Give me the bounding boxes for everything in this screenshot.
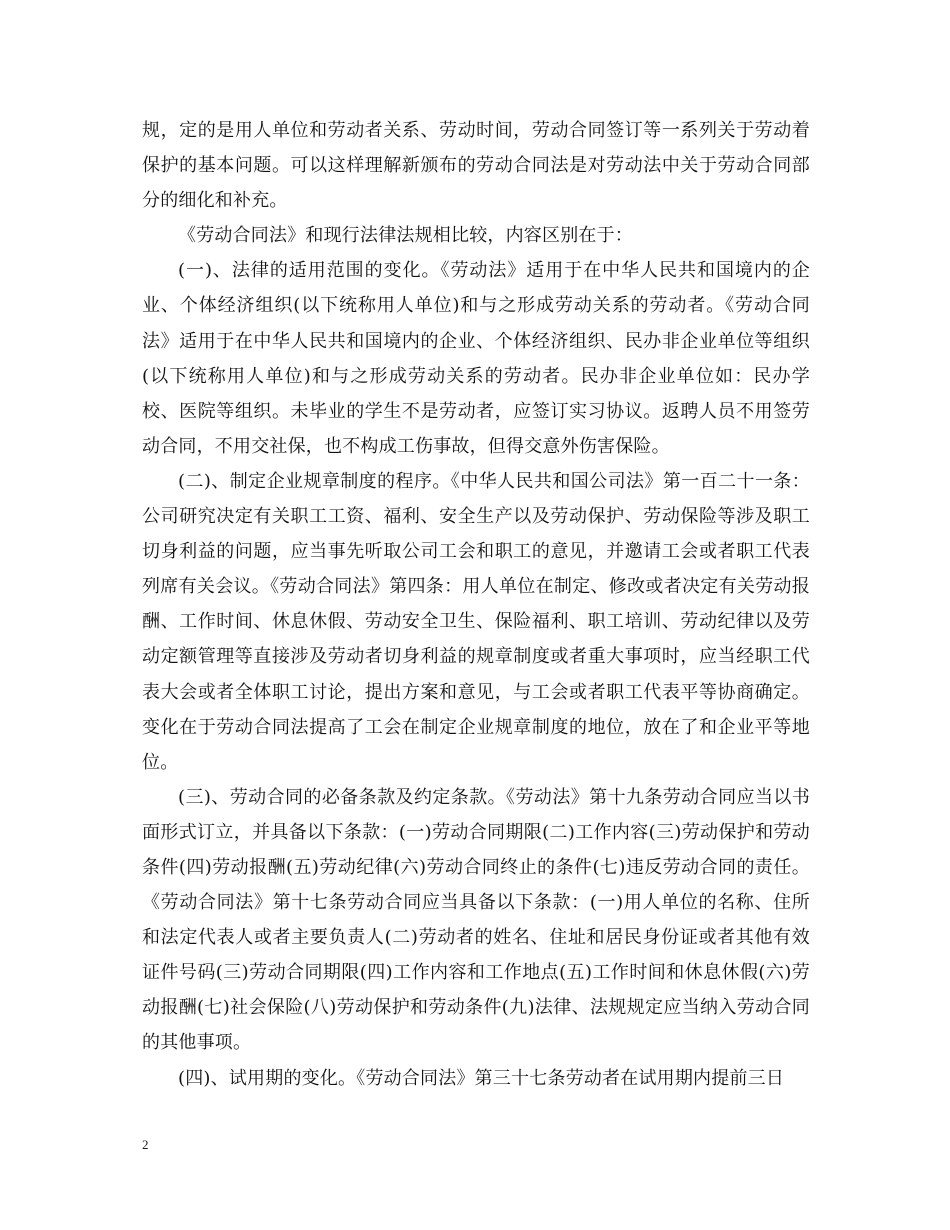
paragraph-2: 《劳动合同法》和现行法律法规相比较，内容区别在于： bbox=[178, 225, 633, 247]
paragraph-5: (三)、劳动合同的必备条款及约定条款。《劳动法》第十九条劳动合同应当以书面形式订立，并具备以下条款：(一)劳动合同期限(二)工作内容(三)劳动保护和劳动条件(四)劳动报酬(五)劳动纪律(六)劳动合同终止的条件(七)违反劳动合同的责任。《劳动合同法》第十七条劳动合同应当具备以下条款：(一)用人单位的名称、住所和法定代表人或者主要负责人(二)劳动者的姓名、住址和居民身份证或者其他有效证件号码(三)劳动合同期限(四)工作内容和工作地点(五)工作时间和休息休假(六)劳动报酬(七)社会保险(八)劳动保护和劳动条件(九)法律、法规规定应当纳入劳动合同的其他事项。 bbox=[142, 786, 810, 1054]
document-body bbox=[142, 113, 810, 1096]
paragraph-3: (一)、法律的适用范围的变化。《劳动法》适用于在中华人民共和国境内的企业、个体经济组织(以下统称用人单位)和与之形成劳动关系的劳动者。《劳动合同法》适用于在中华人民共和国境内的企业、个体经济组织、民办非企业单位等组织(以下统称用人单位)和与之形成劳动关系的劳动者。民办非企业单位如：民办学校、医院等组织。未毕业的学生不是劳动者，应签订实习协议。返聘人员不用签劳动合同，不用交社保，也不构成工伤事故，但得交意外伤害保险。 bbox=[142, 260, 810, 457]
page-number: 2 bbox=[142, 1137, 149, 1152]
paragraph-1: 规，定的是用人单位和劳动者关系、劳动时间，劳动合同签订等一系列关于劳动着保护的基本问题。可以这样理解新颁布的劳动合同法是对劳动法中关于劳动合同部分的细化和补充。 bbox=[142, 120, 810, 212]
paragraph-4: (二)、制定企业规章制度的程序。《中华人民共和国公司法》第一百二十一条：公司研究决定有关职工工资、福利、安全生产以及劳动保护、劳动保险等涉及职工切身利益的问题，应当事先听取公司工会和职工的意见，并邀请工会或者职工代表列席有关会议。《劳动合同法》第四条：用人单位在制定、修改或者决定有关劳动报酬、工作时间、休息休假、劳动安全卫生、保险福利、职工培训、劳动纪律以及劳动定额管理等直接涉及劳动者切身利益的规章制度或者重大事项时，应当经职工代表大会或者全体职工讨论，提出方案和意见，与工会或者职工代表平等协商确定。变化在于劳动合同法提高了工会在制定企业规章制度的地位，放在了和企业平等地位。 bbox=[142, 470, 810, 773]
paragraph-6: (四)、试用期的变化。《劳动合同法》第三十七条劳动者在试用期内提前三日 bbox=[178, 1067, 785, 1089]
